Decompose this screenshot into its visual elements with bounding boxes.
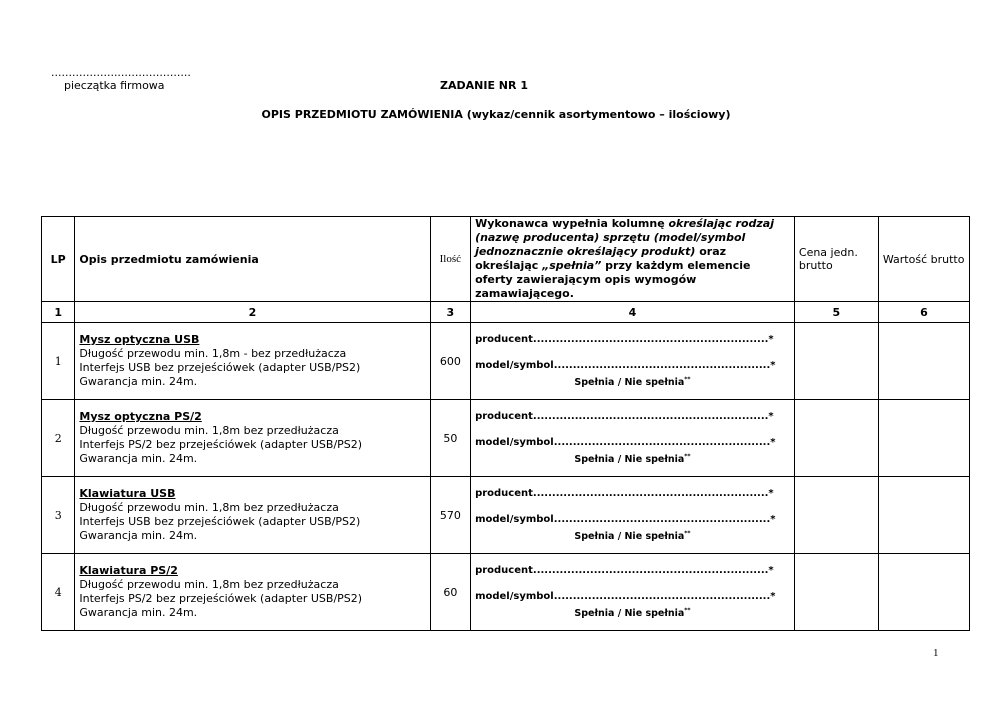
product-spec-line: Gwarancja min. 24m.: [79, 452, 198, 465]
row-quantity: 50: [430, 400, 470, 477]
producer-field[interactable]: producent..............................................................*: [475, 411, 774, 423]
header-unit-price: Cena jedn. brutto: [794, 217, 878, 302]
column-number: 4: [471, 302, 795, 323]
table-row: [42, 400, 970, 477]
order-table: [41, 216, 970, 631]
compliance-status[interactable]: [475, 449, 790, 465]
product-spec-line: Długość przewodu min. 1,8m bez przedłużacza: [79, 501, 339, 514]
producer-field[interactable]: producent..............................................................*: [475, 334, 774, 346]
product-spec-line: Gwarancja min. 24m.: [79, 529, 198, 542]
row-spec-fill[interactable]: [471, 400, 795, 477]
column-number: 1: [42, 302, 75, 323]
stamp-label: pieczątka firmowa: [64, 79, 165, 92]
document-subtitle: [0, 108, 992, 121]
footnote-mark: **: [684, 376, 691, 384]
row-description: [75, 554, 430, 631]
model-field[interactable]: model/symbol.........................................................*: [475, 514, 776, 526]
row-description: [75, 323, 430, 400]
product-spec-line: Długość przewodu min. 1,8m - bez przedłużacza: [79, 347, 347, 360]
product-spec-line: Gwarancja min. 24m.: [79, 375, 198, 388]
header-spec-part1: Wykonawca wypełnia kolumnę: [475, 217, 669, 230]
row-spec-fill[interactable]: [471, 323, 795, 400]
row-lp: 1: [42, 323, 75, 400]
row-unit-price[interactable]: [794, 477, 878, 554]
header-spec-part4: „spełnia”: [542, 259, 602, 272]
header-lp: LP: [42, 217, 75, 302]
product-spec-line: Interfejs PS/2 bez przejeściówek (adapter USB/PS2): [79, 438, 363, 451]
row-spec-fill[interactable]: [471, 554, 795, 631]
row-quantity: 570: [430, 477, 470, 554]
row-quantity: 600: [430, 323, 470, 400]
product-spec-line: Interfejs USB bez przejeściówek (adapter USB/PS2): [79, 515, 361, 528]
product-title: Klawiatura USB: [79, 487, 176, 500]
column-number: 3: [430, 302, 470, 323]
product-spec-line: Długość przewodu min. 1,8m bez przedłużacza: [79, 424, 339, 437]
product-spec-line: Długość przewodu min. 1,8m bez przedłużacza: [79, 578, 339, 591]
compliance-status[interactable]: [475, 603, 790, 619]
row-lp: 2: [42, 400, 75, 477]
product-spec-line: Gwarancja min. 24m.: [79, 606, 198, 619]
row-unit-price[interactable]: [794, 323, 878, 400]
compliance-status-text: Spełnia / Nie spełnia: [574, 531, 685, 543]
header-value: Wartość brutto: [878, 217, 969, 302]
header-spec-part5: przy każdym elemencie oferty zawierającym opis wymogów zamawiającego.: [475, 259, 751, 300]
stamp-dots: ........................................: [51, 66, 191, 79]
footnote-mark: **: [684, 530, 691, 538]
column-number: 6: [878, 302, 969, 323]
model-field[interactable]: model/symbol.........................................................*: [475, 591, 776, 603]
footnote-mark: **: [684, 607, 691, 615]
row-value[interactable]: [878, 554, 969, 631]
header-spec-part3: oraz określając: [475, 245, 727, 272]
row-unit-price[interactable]: [794, 400, 878, 477]
product-spec-line: Interfejs PS/2 bez przejeściówek (adapter USB/PS2): [79, 592, 363, 605]
compliance-status[interactable]: [475, 526, 790, 542]
row-description: [75, 477, 430, 554]
table-row: [42, 323, 970, 400]
task-title-text: ZADANIE NR 1: [440, 79, 528, 92]
model-field[interactable]: model/symbol.........................................................*: [475, 437, 776, 449]
column-number: 2: [75, 302, 430, 323]
row-lp: 4: [42, 554, 75, 631]
task-title: [0, 79, 992, 92]
table-row: [42, 554, 970, 631]
compliance-status-text: Spełnia / Nie spełnia: [574, 608, 685, 620]
producer-field[interactable]: producent..............................................................*: [475, 565, 774, 577]
row-lp: 3: [42, 477, 75, 554]
header-spec-part2: określając rodzaj (nazwę producenta) sprzętu (model/symbol jednoznacznie określający produkt): [475, 217, 774, 258]
page-number: 1: [933, 647, 939, 659]
product-title: Mysz optyczna PS/2: [79, 410, 202, 423]
column-number: 5: [794, 302, 878, 323]
compliance-status[interactable]: [475, 372, 790, 388]
model-field[interactable]: model/symbol.........................................................*: [475, 360, 776, 372]
table-row: [42, 477, 970, 554]
header-quantity: Ilość: [430, 217, 470, 302]
compliance-status-text: Spełnia / Nie spełnia: [574, 454, 685, 466]
table-header-row: [42, 217, 970, 302]
row-value[interactable]: [878, 400, 969, 477]
row-spec-fill[interactable]: [471, 477, 795, 554]
footnote-mark: **: [684, 453, 691, 461]
header-spec: [471, 217, 795, 302]
row-value[interactable]: [878, 323, 969, 400]
column-number-row: [42, 302, 970, 323]
row-description: [75, 400, 430, 477]
product-title: Klawiatura PS/2: [79, 564, 178, 577]
row-unit-price[interactable]: [794, 554, 878, 631]
row-quantity: 60: [430, 554, 470, 631]
header-description: Opis przedmiotu zamówienia: [75, 217, 430, 302]
compliance-status-text: Spełnia / Nie spełnia: [574, 377, 685, 389]
product-title: Mysz optyczna USB: [79, 333, 200, 346]
subtitle-text: OPIS PRZEDMIOTU ZAMÓWIENIA (wykaz/cennik asortymentowo – ilościowy): [261, 108, 731, 121]
product-spec-line: Interfejs USB bez przejeściówek (adapter USB/PS2): [79, 361, 361, 374]
row-value[interactable]: [878, 477, 969, 554]
producer-field[interactable]: producent..............................................................*: [475, 488, 774, 500]
